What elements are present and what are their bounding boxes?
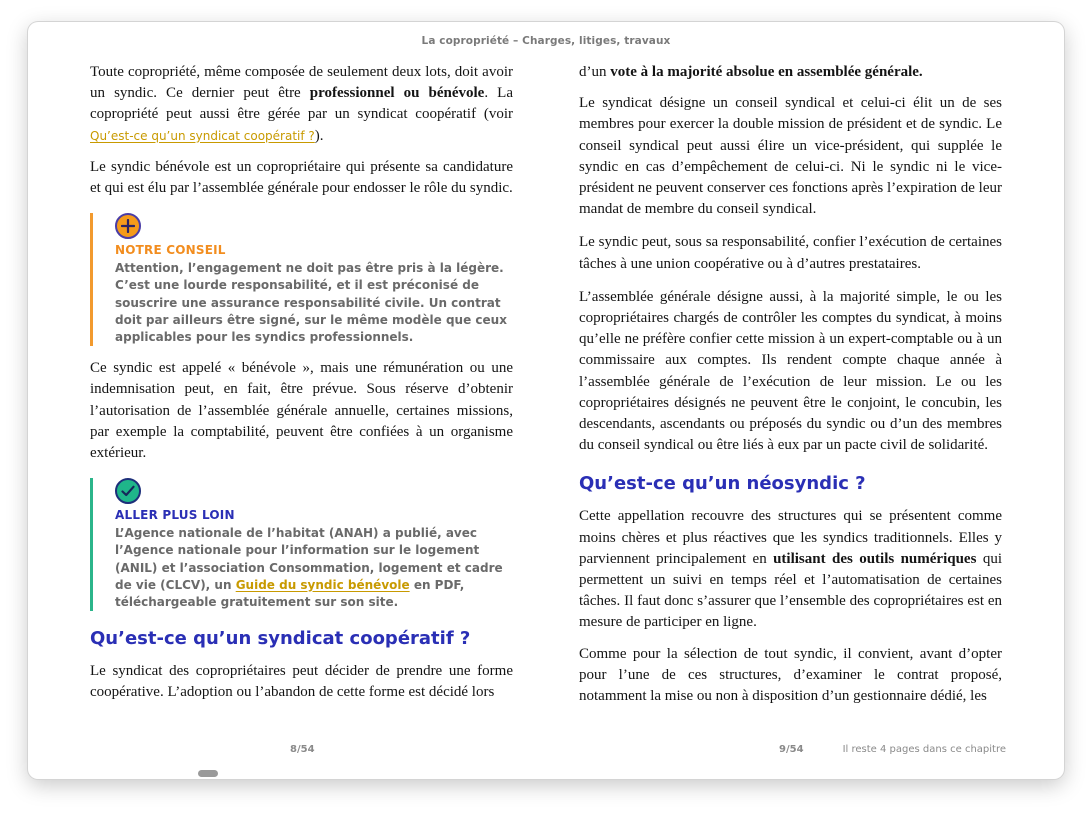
page-scrubber-handle[interactable] <box>198 770 218 777</box>
right-page-number: 9/54 <box>779 744 804 755</box>
paragraph: Comme pour la sélection de tout syndic, il convient, avant d’opter pour l’une de ces structures, d’examiner le contrat proposé, notamment la mise ou non à disposition d’un gestionnaire dédié, les <box>579 645 1002 705</box>
reader-window <box>28 22 1064 779</box>
further-callout <box>90 478 513 611</box>
book-title: La copropriété – Charges, litiges, travaux <box>421 35 671 47</box>
paragraph: Ce syndic est appelé « bénévole », mais une rémunération ou une indemnisation peut, en fait, être prévue. Sous réserve d’obtenir l’autorisation de l’assemblée générale annuelle, certaines missions, par exemple la comptabilité, peuvent être confiées à un organisme extérieur. <box>90 360 513 462</box>
bold-text: professionnel ou bénévole <box>309 85 485 102</box>
left-page <box>90 62 513 714</box>
plus-circle-icon <box>115 213 141 239</box>
further-body: L’Agence nationale de l’habitat (ANAH) a publié, avec l’Agence nationale pour l’information sur le logement (ANIL) et l’association Consommation, logement et cadre de vie (CLCV), un Guide du syndic bénévole en PDF, téléchargeable gratuitement sur son site. <box>115 526 503 610</box>
paragraph: Cette appellation recouvre des structures qui se présentent comme moins chères et plus réactives que les syndics traditionnels. Elles y parviennent principalement en utilisant des outils numériques qui permettent un suivi en temps réel et l’automatisation de certaines tâches. Il faut donc s’assurer que l’ensemble des copropriétaires est en mesure de participer en ligne. <box>579 508 1002 631</box>
paragraph: Toute copropriété, même composée de seulement deux lots, doit avoir un syndic. Ce dernier peut être professionnel ou bénévole. La copropriété peut aussi être gérée par un syndicat coopératif (voir Qu’est-ce qu’un syndicat coopératif ?). <box>90 64 514 144</box>
check-circle-icon <box>115 478 141 504</box>
paragraph: Le syndicat désigne un conseil syndical et celui-ci élit un de ses membres pour exercer la double mission de président et de syndic. Le conseil syndical peut aussi élire un vice-président, qui supplée le syndic en cas d’empêchement de celui-ci. Ni le syndic ni le vice-président ne peuvent conserver ces fonctions après l’expiration de leur mandat de membre du conseil syndical. <box>579 95 1002 218</box>
link-guide-syndic-benevole[interactable]: Guide du syndic bénévole <box>235 577 410 592</box>
paragraph: L’assemblée générale désigne aussi, à la majorité simple, le ou les copropriétaires chargés de contrôler les comptes du syndicat, à moins qu’elle ne préfère confier cette mission à un expert-comptable ou à un commissaire aux comptes. Ils rendent compte chaque année à l’assemblée générale de l’exécution de leur mission. Le ou les copropriétaires désignés ne peuvent être le conjoint, le concubin, les descendants, ascendants ou préposés du syndic ou d’un des membres du conseil syndical ou être liés à eux par un pacte civil de solidarité. <box>579 288 1002 454</box>
tip-body: Attention, l’engagement ne doit pas être pris à la légère. C’est une lourde responsabilité, et il est préconisé de souscrire une assurance responsabilité civile. Un contrat doit par ailleurs être signé, sur le même modèle que ceux applicables pour les syndics professionnels. <box>115 261 507 345</box>
tip-heading: NOTRE CONSEIL <box>115 243 226 258</box>
left-page-number: 8/54 <box>290 744 315 755</box>
paragraph: Le syndicat des copropriétaires peut décider de prendre une forme coopérative. L’adoption ou l’abandon de cette forme est décidé lors <box>90 663 513 701</box>
paragraph: d’un vote à la majorité absolue en assemblée générale. <box>579 64 923 80</box>
further-heading: ALLER PLUS LOIN <box>115 508 235 523</box>
section-title: Qu’est-ce qu’un syndicat coopératif ? <box>90 628 471 650</box>
paragraph: Le syndic bénévole est un copropriétaire qui présente sa candidature et qui est élu par l’assemblée générale pour endosser le rôle du syndic. <box>90 158 513 197</box>
link-syndicat-cooperatif[interactable]: Qu’est-ce qu’un syndicat coopératif ? <box>90 128 315 143</box>
section-title: Qu’est-ce qu’un néosyndic ? <box>579 473 866 495</box>
paragraph: Le syndic peut, sous sa responsabilité, confier l’exécution de certaines tâches à une union coopérative ou à d’autres prestataires. <box>579 234 1002 272</box>
bold-text: vote à la majorité absolue en assemblée générale. <box>610 64 923 80</box>
chapter-remaining: Il reste 4 pages dans ce chapitre <box>842 744 1006 755</box>
tip-callout <box>90 213 513 346</box>
bold-text: utilisant des outils numériques <box>773 550 977 567</box>
right-page <box>579 62 1002 717</box>
